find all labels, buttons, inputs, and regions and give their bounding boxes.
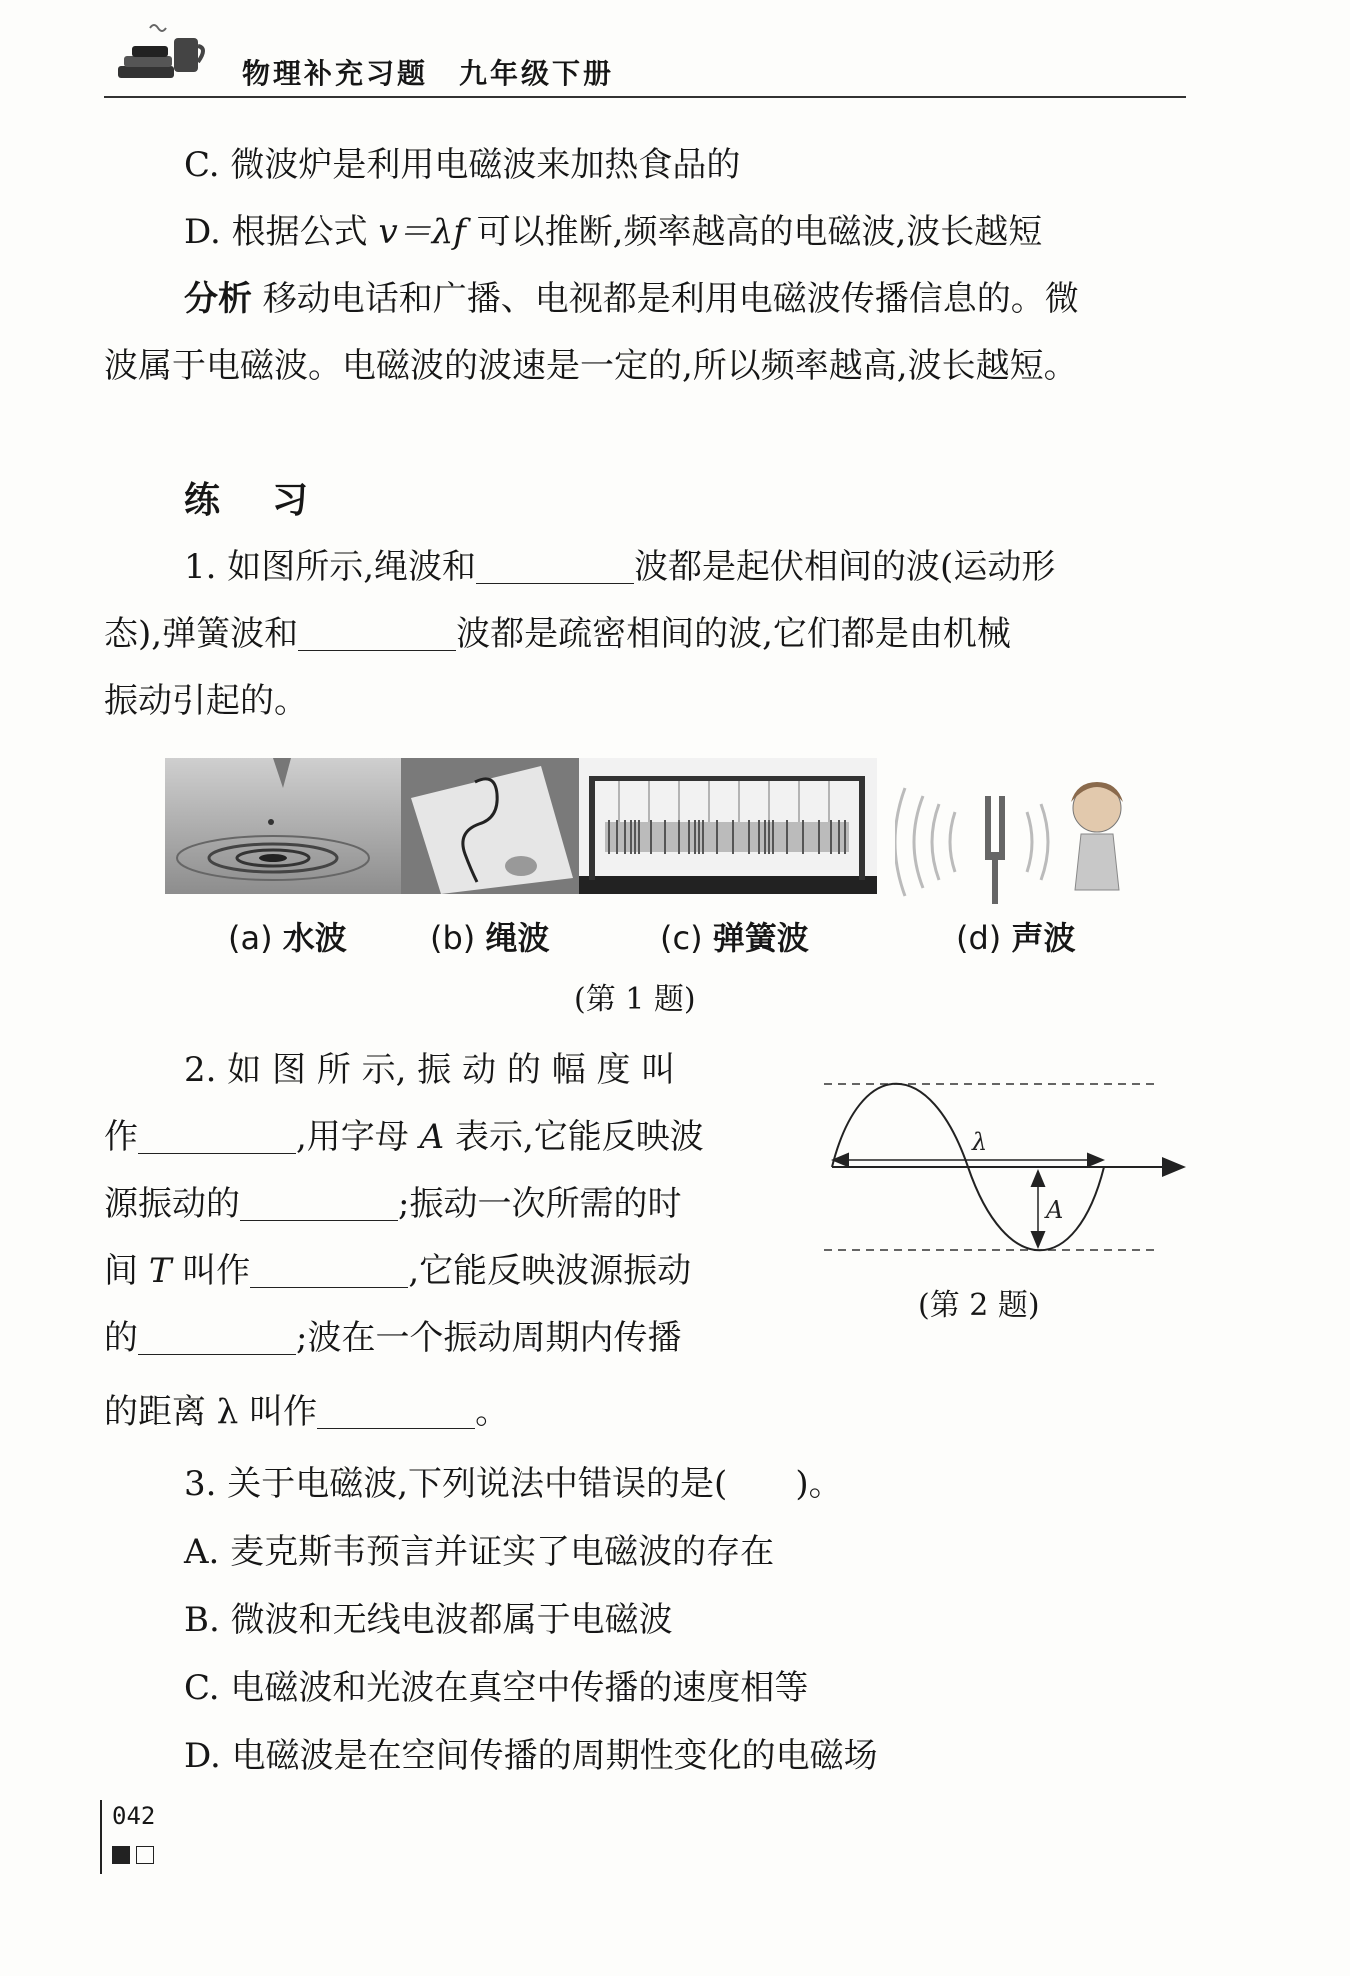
q1-text-2b: 波都是疏密相间的波,它们都是由机械 xyxy=(456,614,1011,654)
caption-water-wave xyxy=(228,918,347,958)
q3-option-c: C. 电磁波和光波在真空中传播的速度相等 xyxy=(184,1668,809,1708)
q2-blank-5[interactable] xyxy=(317,1392,475,1429)
q1-text-2a: 态),弹簧波和 xyxy=(104,614,299,654)
caption-rope-wave xyxy=(430,918,549,958)
option-c-prev: C. 微波炉是利用电磁波来加热食品的 xyxy=(184,145,741,185)
analysis-line-2: 波属于电磁波。电磁波的波速是一定的,所以频率越高,波长越短。 xyxy=(104,346,1078,386)
q1-line-2 xyxy=(104,612,1011,656)
q2-text-2d: 表示,它能反映波 xyxy=(444,1117,704,1157)
formula: v＝λf xyxy=(378,212,466,252)
q1-line-3: 振动引起的。 xyxy=(104,681,308,721)
header-title: 物理补充习题 九年级下册 xyxy=(242,57,615,90)
option-d-text-b: 可以推断,频率越高的电磁波,波长越短 xyxy=(465,212,1043,252)
caption-c-label: (c) xyxy=(660,919,703,957)
wave-diagram xyxy=(820,1070,1190,1270)
header-rule xyxy=(104,96,1186,98)
q2-symbol-a: A xyxy=(419,1117,445,1157)
amplitude-label: A xyxy=(1046,1196,1064,1224)
caption-sound-wave xyxy=(956,918,1075,958)
q2-blank-4[interactable] xyxy=(138,1318,296,1355)
q2-line-1: 2. 如 图 所 示, 振 动 的 幅 度 叫 xyxy=(184,1050,676,1090)
q2-blank-3[interactable] xyxy=(250,1251,408,1288)
q2-text-5b: ;波在一个振动周期内传播 xyxy=(296,1318,682,1358)
water-wave-photo xyxy=(165,758,401,894)
q2-line-5 xyxy=(104,1316,681,1360)
footer-rule xyxy=(100,1800,102,1874)
rope-wave-photo xyxy=(401,758,579,894)
q2-text-2b: ,用字母 xyxy=(296,1117,420,1157)
q2-text-5a: 的 xyxy=(104,1318,138,1358)
q1-blank-1[interactable] xyxy=(476,547,634,584)
caption-b-label: (b) xyxy=(430,919,476,957)
page-number: 042 xyxy=(112,1802,156,1830)
q2-line-2 xyxy=(104,1115,704,1159)
figure-2-caption: (第 2 题) xyxy=(918,1288,1040,1323)
q3-option-a: A. 麦克斯韦预言并证实了电磁波的存在 xyxy=(184,1532,775,1572)
q2-text-6a: 的距离 λ 叫作 xyxy=(104,1392,318,1432)
q3-option-b: B. 微波和无线电波都属于电磁波 xyxy=(184,1600,673,1640)
caption-d-text: 声波 xyxy=(1011,919,1076,957)
analysis-line-1 xyxy=(184,277,1079,321)
books-cup-icon xyxy=(110,22,210,86)
caption-c-text: 弹簧波 xyxy=(712,919,809,957)
footer-empty-square xyxy=(136,1846,154,1864)
q2-text-2a: 作 xyxy=(104,1117,138,1157)
q1-text-1b: 波都是起伏相间的波(运动形 xyxy=(634,547,1056,587)
analysis-text-1: 移动电话和广播、电视都是利用电磁波传播信息的。微 xyxy=(252,279,1079,319)
q3-stem: 3. 关于电磁波,下列说法中错误的是( )。 xyxy=(184,1464,843,1504)
q2-text-6b: 。 xyxy=(475,1392,510,1432)
q2-text-4c: 叫作 xyxy=(171,1251,251,1291)
sound-wave-photo xyxy=(895,772,1145,912)
q2-text-3b: ;振动一次所需的时 xyxy=(398,1184,682,1224)
caption-spring-wave xyxy=(660,918,809,958)
q1-blank-2[interactable] xyxy=(298,614,456,651)
q2-line-6 xyxy=(104,1390,509,1434)
caption-b-text: 绳波 xyxy=(485,919,550,957)
q2-line-4 xyxy=(104,1249,691,1293)
caption-a-label: (a) xyxy=(228,919,273,957)
header-logo xyxy=(110,22,210,86)
q3-option-d: D. 电磁波是在空间传播的周期性变化的电磁场 xyxy=(184,1736,878,1776)
q2-symbol-t: T xyxy=(148,1251,172,1291)
q2-text-4d: ,它能反映波源振动 xyxy=(408,1251,692,1291)
analysis-label: 分析 xyxy=(184,279,252,319)
q2-text-4a: 间 xyxy=(104,1251,149,1291)
q2-line-3 xyxy=(104,1182,681,1226)
footer-filled-square xyxy=(112,1846,130,1864)
spring-wave-photo xyxy=(579,758,877,894)
practice-heading: 练 习 xyxy=(184,479,317,521)
lambda-label: λ xyxy=(972,1128,988,1156)
figure-1-caption: (第 1 题) xyxy=(574,982,696,1017)
caption-d-label: (d) xyxy=(956,919,1002,957)
q1-line-1 xyxy=(184,545,1055,589)
q2-text-3a: 源振动的 xyxy=(104,1184,240,1224)
q2-blank-2[interactable] xyxy=(240,1184,398,1221)
q1-text-1a: 1. 如图所示,绳波和 xyxy=(184,547,477,587)
option-d-prev xyxy=(184,210,1042,254)
option-d-text-a: D. 根据公式 xyxy=(184,212,379,252)
q2-blank-1[interactable] xyxy=(138,1117,296,1154)
caption-a-text: 水波 xyxy=(282,919,347,957)
